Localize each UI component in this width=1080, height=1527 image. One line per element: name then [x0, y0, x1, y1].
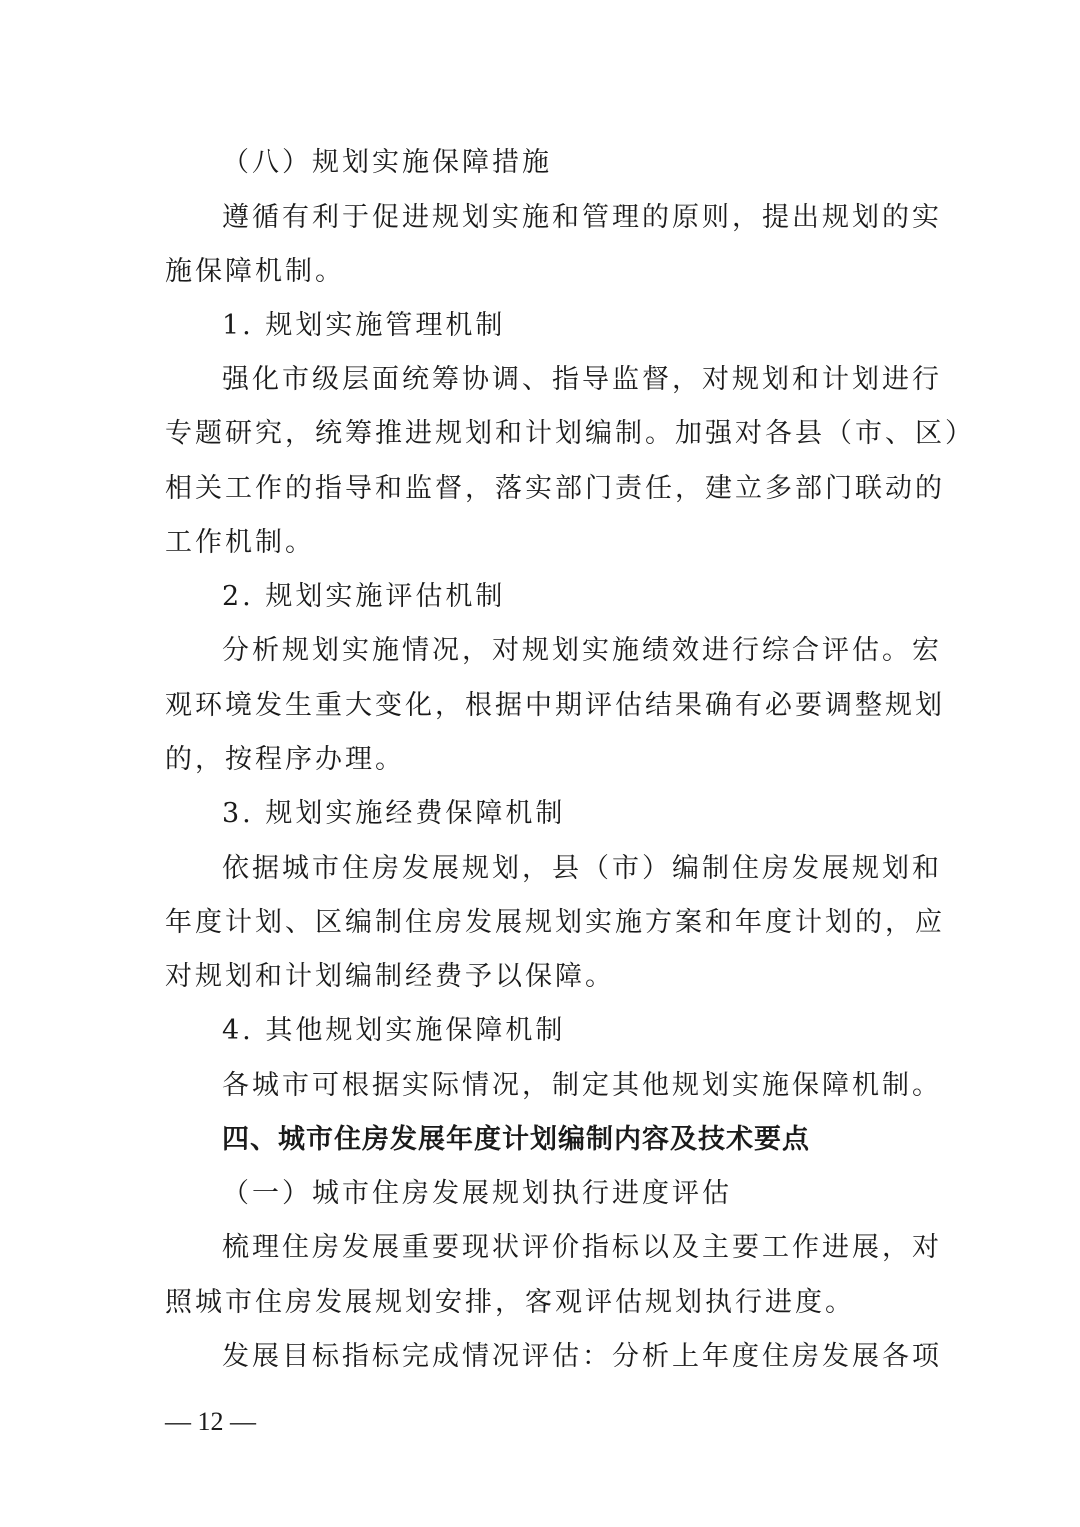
- paragraph-line: 照城市住房发展规划安排，客观评估规划执行进度。: [165, 1287, 855, 1318]
- section-heading-8: （八）规划实施保障措施: [222, 147, 552, 178]
- subheading-4: 4. 其他规划实施保障机制: [222, 1015, 566, 1046]
- paragraph-line: 施保障机制。: [165, 256, 345, 287]
- page-number: — 12 —: [165, 1407, 256, 1436]
- paragraph-line: 遵循有利于促进规划实施和管理的原则，提出规划的实: [222, 202, 942, 233]
- subheading-1: 1. 规划实施管理机制: [222, 310, 506, 341]
- paragraph-line: 强化市级层面统筹协调、指导监督，对规划和计划进行: [222, 364, 942, 395]
- paragraph-line: 工作机制。: [165, 527, 315, 558]
- paragraph-line: 观环境发生重大变化，根据中期评估结果确有必要调整规划: [165, 690, 945, 721]
- paragraph-line: 的，按程序办理。: [165, 744, 405, 775]
- paragraph-line: 专题研究，统筹推进规划和计划编制。加强对各县（市、区）: [165, 418, 975, 449]
- paragraph-line: 对规划和计划编制经费予以保障。: [165, 961, 615, 992]
- paragraph-line: 依据城市住房发展规划，县（市）编制住房发展规划和: [222, 853, 942, 884]
- paragraph-line: 分析规划实施情况，对规划实施绩效进行综合评估。宏: [222, 635, 942, 666]
- paragraph-line: 梳理住房发展重要现状评价指标以及主要工作进展，对: [222, 1232, 942, 1263]
- paragraph-line: 发展目标指标完成情况评估：分析上年度住房发展各项: [222, 1341, 942, 1372]
- chapter-heading-4: 四、城市住房发展年度计划编制内容及技术要点: [222, 1124, 810, 1155]
- subheading-2: 2. 规划实施评估机制: [222, 581, 506, 612]
- subheading-3: 3. 规划实施经费保障机制: [222, 798, 566, 829]
- paragraph-line: 相关工作的指导和监督，落实部门责任，建立多部门联动的: [165, 473, 945, 504]
- paragraph-line: 各城市可根据实际情况，制定其他规划实施保障机制。: [222, 1070, 942, 1101]
- paragraph-line: 年度计划、区编制住房发展规划实施方案和年度计划的，应: [165, 907, 945, 938]
- section-heading-1: （一）城市住房发展规划执行进度评估: [222, 1178, 732, 1209]
